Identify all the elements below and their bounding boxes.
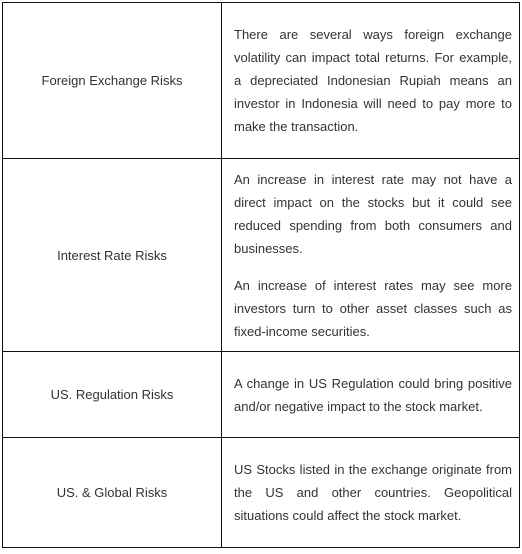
risk-name-cell — [3, 352, 222, 438]
risk-name-cell — [3, 438, 222, 548]
risk-description: An increase in interest rate may not have a direct impact on the stocks but it could see reduced spending from both consumers and businesses. — [234, 171, 512, 256]
table-row — [3, 352, 520, 438]
risk-description-cell — [222, 352, 520, 438]
risk-description: There are several ways foreign exchange volatility can impact total returns. For example, a depreciated Indonesian Rupiah means an investor in Indonesia will need to pay more to make the transaction. — [234, 27, 512, 134]
risk-description: An increase of interest rates may see more investors turn to other asset classes such as fixed-income securities. — [234, 277, 512, 339]
risk-description-cell — [222, 159, 520, 352]
table-row — [3, 3, 520, 159]
risk-name-cell — [3, 3, 222, 159]
risk-table — [2, 2, 520, 548]
table-row — [3, 159, 520, 352]
risk-name-cell — [3, 159, 222, 352]
table-row — [3, 438, 520, 548]
risk-description: US Stocks listed in the exchange originate from the US and other countries. Geopolitical situations could affect the stock market. — [234, 462, 512, 523]
risk-description-cell — [222, 438, 520, 548]
risk-name: Foreign Exchange Risks — [41, 73, 183, 88]
risk-description-cell — [222, 3, 520, 159]
risk-name: Interest Rate Risks — [57, 247, 167, 263]
risk-description: A change in US Regulation could bring positive and/or negative impact to the stock market. — [234, 375, 512, 414]
risk-name: US. Regulation Risks — [50, 387, 174, 402]
risk-name: US. & Global Risks — [56, 485, 168, 500]
